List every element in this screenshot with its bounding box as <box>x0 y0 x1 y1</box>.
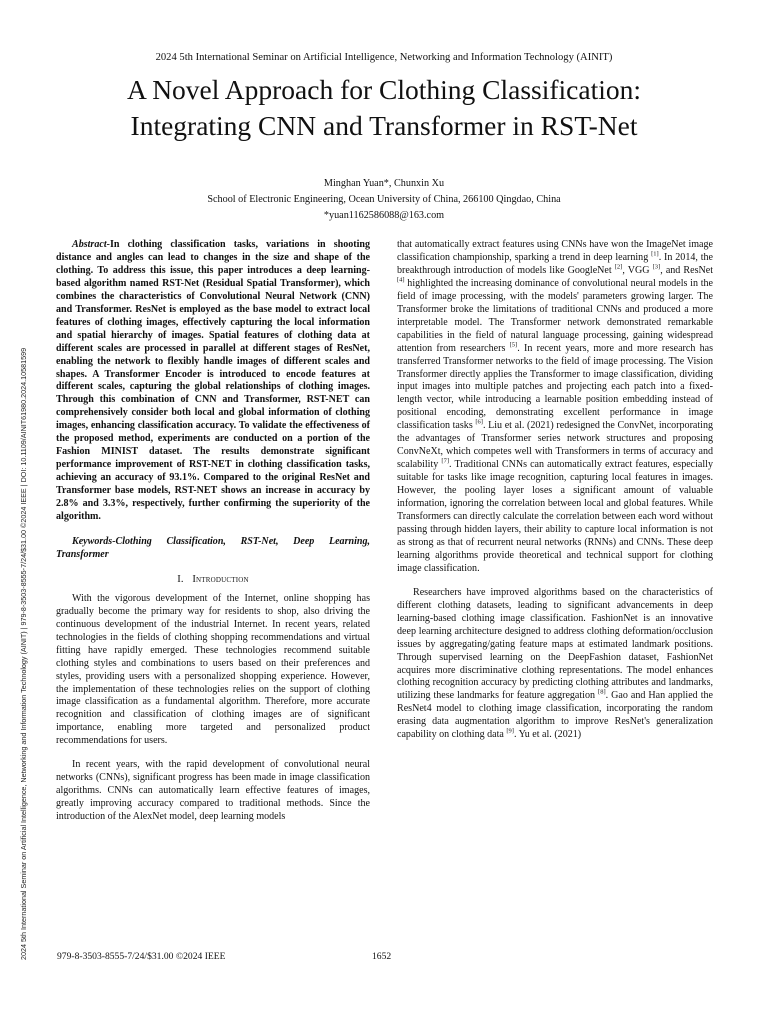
paper-title <box>40 72 728 144</box>
doi-sidebar <box>9 130 28 960</box>
intro-paragraph-2-continued: that automatically extract features using CNNs have won the ImageNet image classification championship, sparking a trend in deep learning [1]. In 2014, the breakthrough introduction of models like GoogleNet [2], VGG [3], and ResNet [4] highlighted the increasing dominance of convolutional neural models in the field of image processing, with the models' parameters growing larger. The Transformer broke the limitations of traditional CNNs and produced a more interpretable model. The Transformer network demonstrated remarkable capabilities in the field of natural language processing, gaining widespread attention from researchers [5]. In recent years, more and more research has transferred Transformer networks to the field of image processing. The Vision Transformer directly applies the Transformer to image classification, dividing input images into multiple patches and projecting each patch into a fixed-length vector, while introducing a learnable position embedding instead of positional encoding, demonstrating excellent performance in image classification tasks [6]. Liu et al. (2021) redesigned the ConvNet, incorporating the advantages of Transformer series network structures and proposing ConvNeXt, which competes well with Transformers in terms of accuracy and scalability [7]. Traditional CNNs can automatically extract features, especially suitable for tasks like image recognition, capturing local features in images. However, the pooling layer loses a significant amount of valuable information, ignoring the correlation between local and global features. While Transformers can directly calculate the correlation between each word without passing through hidden layers, their ability to capture local information is not as strong as that of recurrent neural networks (RNNs) and CNNs. These deep learning algorithms provide theoretical and technical support for clothing image classification. <box>397 239 714 574</box>
citation-marker: [3] <box>652 263 661 271</box>
citation-marker: [1] <box>651 250 659 258</box>
page-number: 1652 <box>372 951 392 962</box>
keywords: Keywords-Clothing Classification, RST-Net, Deep Learning, Transformer <box>56 535 370 560</box>
intro-paragraph-3: Researchers have improved algorithms based on the characteristics of different clothing datasets, leading to significant advancements in deep learning-based clothing image classification. FashionNet is an innovative deep learning architecture designed to address clothing deformation/occlusion issues by aggregating/gating feature maps at estimated landmark positions. Through supervised learning on the DeepFashion dataset, FashionNet acquires more discriminative clothing representations. The model enhances clothing recognition accuracy by predicting clothing attributes and landmarks, utilizing these landmarks for feature aggregation [8]. Gao and Han applied the ResNet4 model to clothing image classification, incorporating the random erasing data augmentation algorithm to improve ResNet's generalization capability on clothing data [9]. Yu et al. (2021) <box>397 586 713 741</box>
citation-marker: [7] <box>441 457 450 465</box>
title-line-1: A Novel Approach for Clothing Classification: <box>126 74 642 105</box>
intro-paragraph-1: With the vigorous development of the Internet, online shopping has gradually become the primary way for residents to shop, also driving the continuous development of the industrial Internet. In recent years, related technologies in the fields of clothing shopping recommendations and virtual fitting have rapidly emerged. These technologies recommend suitable clothing styles and combinations to users based on their preferences and styles, providing users with a personalized shopping experience. However, the implementation of these technologies relies on the support of clothing image classification as a fundamental algorithm. Therefore, more accurate recognition and classification of clothing images are of significant importance, enabling more targeted and personalized product recommendations for users. <box>56 592 370 747</box>
abstract-text: In clothing classification tasks, variations in shooting distance and angles can lead to changes in the size and shape of the clothing. To address this issue, this paper introduces a deep learning-based algorithm named RST-Net (Residual Spatial Transformer), which combines the characteristics of Convolutional Neural Network (CNN) and Transformer. ResNet is employed as the base model to extract local features of clothing images, effectively capturing the local information and spatial hierarchy of images. Spatial features of clothing data at different scales are processed in parallel at different stages of ResNet, enabling the network to flexibly handle images of different scales and shapes. A Transformer Encoder is introduced to encode features at different scales, capturing the global relationships of clothing images. Through this combination of CNN and Transformer, RST-NET can comprehensively consider both local and global information of clothing images, enhancing classification accuracy. To validate the effectiveness of the proposed method, experiments are conducted on a portion of the Fashion MINIST dataset. The results demonstrate significant performance improvement of RST-NET in clothing classification tasks, achieving an accuracy of 93.1%. Compared to the original ResNet and Transformer base models, RST-NET shows an increase in accuracy by 2.8% and 3.3%, respectively, further confirming the superiority of the algorithm. <box>56 239 370 523</box>
abstract-lead: Abstract- <box>72 239 110 250</box>
left-column <box>56 239 370 824</box>
abstract <box>56 239 370 524</box>
footer-isbn: 979-8-3503-8555-7/24/$31.00 ©2024 IEEE <box>57 951 226 962</box>
affiliation: School of Electronic Engineering, Ocean University of China, 266100 Qingdao, China <box>207 194 561 205</box>
section-title-text: Introduction <box>192 573 249 585</box>
intro-paragraph-2: In recent years, with the rapid development of convolutional neural networks (CNNs), significant progress has been made in image classification algorithms. CNNs can automatically learn effective features of images, greatly improving accuracy compared to traditional methods. Since the introduction of the AlexNet model, deep learning models <box>56 759 370 823</box>
citation-marker: [2] <box>614 263 623 271</box>
doi-sidebar-text: 2024 5th International Seminar on Artificial Intelligence, Networking and Information Technology (AINIT) | 979-8-3503-8555-7/24/$31.00 ©2024 IEEE | DOI: 10.1109/AINIT61980.2024.10581599 <box>19 347 28 960</box>
section-number: I. <box>177 573 184 585</box>
conference-header: 2024 5th International Seminar on Artificial Intelligence, Networking and Information Technology (AINIT) <box>155 52 613 63</box>
citation-marker: [9] <box>506 727 514 735</box>
author-block <box>0 176 768 224</box>
citation-marker: [6] <box>475 419 483 426</box>
title-line-2: Integrating CNN and Transformer in RST-Net <box>130 110 638 141</box>
right-column <box>397 239 713 742</box>
section-heading-introduction <box>56 574 370 587</box>
citation-marker: [8] <box>598 689 606 697</box>
citation-marker: [5] <box>509 341 518 349</box>
author-names: Minghan Yuan*, Chunxin Xu <box>323 178 445 189</box>
citation-marker: [4] <box>397 276 405 284</box>
email: *yuan1162586088@163.com <box>323 210 445 221</box>
